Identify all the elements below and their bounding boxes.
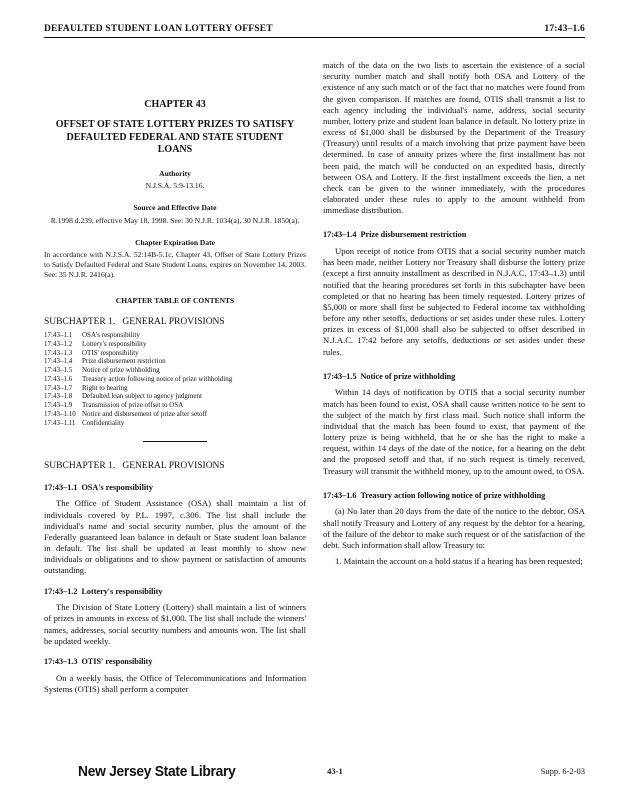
chapter-number: CHAPTER 43 xyxy=(144,99,206,110)
section-body: On a weekly basis, the Office of Telecommunications and Information Systems (OTIS) shall perform a computer xyxy=(44,672,306,694)
page-footer xyxy=(44,760,585,782)
toc-entry[interactable] xyxy=(44,384,306,393)
header-title: DEFAULTED STUDENT LOAN LOTTERY OFFSET xyxy=(44,24,273,34)
toc-entry[interactable] xyxy=(44,375,306,384)
section-body-continued: match of the data on the two lists to ascertain the existence of a social security number match and shall notify both OSA and Lottery of the existence of any such match or of the fact that no matches were found from the given comparison. If matches are found, OTIS shall transmit a list to each agency including the individual's name, address, social security number, lottery prize and student loan balance in default. No lottery prize in excess of $1,000 shall be disbursed by the Department of the Treasury (Treasury) until results of a match involving that prize payment have been determined. In case of annuity prizes where the first installment has not been paid, the match will be conducted on an expedited basis, directly between OSA and Lottery. If the first installment exceeds the lien, a net check can be given to the winner immediately, with the procedures elaborated under these rules to apply to the amount withheld from immediate distribution. xyxy=(323,60,585,216)
section-body: Upon receipt of notice from OTIS that a social security number match has been made, neither Lottery nor Treasury shall disburse the lottery prize (except a first annuity installment as described in N.J.A.C. 17:43–1.3) until notified that the hearing procedures set forth in this subchapter have been completed or that no hearing has been timely requested. Lottery prizes of $5,000 or more shall first be subjected to Federal income tax withholding before any other setoffs, deductions or set asides under these rules. Lottery prizes in excess of $1,000 shall also be subjected to offset described in N.J.A.C. 17:42 before any setoffs, deductions or set asides under these rules. xyxy=(323,246,585,357)
section-title: OTIS' responsibility xyxy=(81,656,153,666)
toc-entry-number: 17:43–1.3 xyxy=(44,348,73,357)
toc-entry-title: Prize disbursement restriction xyxy=(82,357,166,366)
toc-entry[interactable] xyxy=(44,419,306,428)
toc-entry-title: Confidentiality xyxy=(82,418,125,427)
toc-entry-title: Transmission of prize offset to OSA xyxy=(82,401,184,410)
section-number: 17:43–1.1 xyxy=(44,482,78,492)
toc-entry-title: Lottery's responsibility xyxy=(82,339,147,348)
toc-entry-title: OSA's responsibility xyxy=(82,331,140,340)
chapter-title: OFFSET OF STATE LOTTERY PRIZES TO SATISFY DEFAULTED FEDERAL AND STATE STUDENT LOANS xyxy=(55,119,295,155)
section-title: Prize disbursement restriction xyxy=(360,230,467,240)
section-title: Notice of prize withholding xyxy=(360,371,456,381)
section-heading xyxy=(44,657,306,668)
section-number: 17:43–1.4 xyxy=(323,230,357,240)
toc-entry-number: 17:43–1.9 xyxy=(44,401,73,410)
section-body: The Division of State Lottery (Lottery) shall maintain a list of winners of prizes in amounts in excess of $1,000. The list shall include the winners' names, addresses, social security numbers and amounts won. The list shall be updated weekly. xyxy=(44,602,306,646)
expiration-heading: Chapter Expiration Date xyxy=(135,237,215,247)
toc-entry-number: 17:43–1.8 xyxy=(44,392,73,401)
section-title: Treasury action following notice of prize withholding xyxy=(360,490,546,500)
toc-entry-title: Notice and disbursement of prize after setoff xyxy=(82,409,208,418)
toc-entry-title: Defaulted loan subject to agency judgment xyxy=(82,392,202,401)
section-divider xyxy=(143,441,207,442)
toc-entry[interactable] xyxy=(44,410,306,419)
toc-entry-number: 17:43–1.1 xyxy=(44,331,73,340)
library-stamp: New Jersey State Library xyxy=(78,762,236,780)
section-title: OSA's responsibility xyxy=(81,482,153,492)
two-column-body xyxy=(44,60,585,695)
section-body: (a) No later than 20 days from the date of the notice to the debtor, OSA shall notify Treasury and Lottery of any request by the debtor for a hearing, of the failure of the debtor to make such request or of the satisfaction of the debt. Such information shall allow Treasury to: xyxy=(323,506,585,550)
section-body: The Office of Student Assistance (OSA) shall maintain a list of individuals covered by P.L. 1997, c.306. The list shall include the individual's name and social security number, plus the amount of the Federally guaranteed loan balance in default or State student loan balance in default. The list shall be updated at least monthly to show new individuals or obligations and to show payment or satisfaction of amounts outstanding. xyxy=(44,498,306,576)
subchapter-heading: SUBCHAPTER 1. GENERAL PROVISIONS xyxy=(44,461,225,472)
toc-subchapter: SUBCHAPTER 1. GENERAL PROVISIONS xyxy=(44,316,225,327)
section-number: 17:43–1.3 xyxy=(44,656,78,666)
section-title: Lottery's responsibility xyxy=(81,586,163,596)
section-17-43-1-3 xyxy=(44,657,306,695)
section-heading xyxy=(323,491,585,502)
source-heading: Source and Effective Date xyxy=(133,203,217,213)
toc-entry-number: 17:43–1.7 xyxy=(44,383,73,392)
toc-entry[interactable] xyxy=(44,366,306,375)
toc-entry-number: 17:43–1.4 xyxy=(44,357,73,366)
expiration-body: In accordance with N.J.S.A. 52:14B-5.1c, Chapter 43, Offset of State Lottery Prizes to Satisfy Defaulted Federal and State Student Loans, expires on November 14, 2003. See: 35 N.J.R. 2416(a). xyxy=(44,250,306,280)
toc-heading: CHAPTER TABLE OF CONTENTS xyxy=(115,296,235,306)
authority-body: N.J.S.A. 5:9-13.16. xyxy=(145,181,205,191)
section-heading xyxy=(323,372,585,383)
section-heading xyxy=(44,587,306,598)
section-17-43-1-4 xyxy=(323,230,585,357)
toc-entry-number: 17:43–1.11 xyxy=(44,418,76,427)
toc-entry[interactable] xyxy=(44,349,306,358)
toc-entry-number: 17:43–1.2 xyxy=(44,339,73,348)
table-of-contents xyxy=(44,331,306,427)
list-item: 1. Maintain the account on a hold status if a hearing has been requested; xyxy=(335,556,583,567)
header-section: 17:43–1.6 xyxy=(544,24,585,34)
toc-entry-title: Right to hearing xyxy=(82,383,128,392)
toc-entry[interactable] xyxy=(44,331,306,340)
toc-entry-title: Notice of prize withholding xyxy=(82,366,160,375)
authority-heading: Authority xyxy=(159,168,191,178)
toc-entry[interactable] xyxy=(44,357,306,366)
running-header xyxy=(44,24,585,38)
section-17-43-1-5 xyxy=(323,372,585,477)
section-number: 17:43–1.6 xyxy=(323,490,357,500)
section-number: 17:43–1.2 xyxy=(44,586,78,596)
toc-entry-number: 17:43–1.6 xyxy=(44,374,73,383)
toc-entry[interactable] xyxy=(44,392,306,401)
right-column xyxy=(323,60,585,695)
toc-entry-title: OTIS' responsibility xyxy=(82,348,139,357)
toc-entry[interactable] xyxy=(44,401,306,410)
page-number: 43-1 xyxy=(327,766,343,776)
section-17-43-1-6 xyxy=(323,491,585,568)
toc-entry[interactable] xyxy=(44,340,306,349)
section-17-43-1-2 xyxy=(44,587,306,647)
left-column xyxy=(44,60,306,695)
toc-entry-number: 17:43–1.5 xyxy=(44,366,73,375)
source-body: R.1998 d.239, effective May 18, 1998. See: 30 N.J.R. 1034(a), 30 N.J.R. 1850(a). xyxy=(50,215,300,225)
section-number: 17:43–1.5 xyxy=(323,371,357,381)
supplement-date: Supp. 6-2-03 xyxy=(540,766,585,776)
toc-entry-title: Treasury action following notice of prize withholding xyxy=(82,374,233,383)
section-heading xyxy=(323,230,585,241)
section-heading xyxy=(44,483,306,494)
section-17-43-1-1 xyxy=(44,483,306,577)
toc-entry-number: 17:43–1.10 xyxy=(44,409,76,418)
section-body: Within 14 days of notification by OTIS that a social security number match has been found to exist, OSA shall cause written notice to be sent to the subject of the match by first class mail. Such notice shall inform the individual that the match has been found to exist, that payment of the lottery prize is being withheld, that he or she has the right to make a request, within 14 days of the date of the notice, for a hearing on the debt and the proposed setoff and that, if no such request is timely received, Treasury will transmit the withheld money, up to the amount owed, to OSA. xyxy=(323,387,585,476)
